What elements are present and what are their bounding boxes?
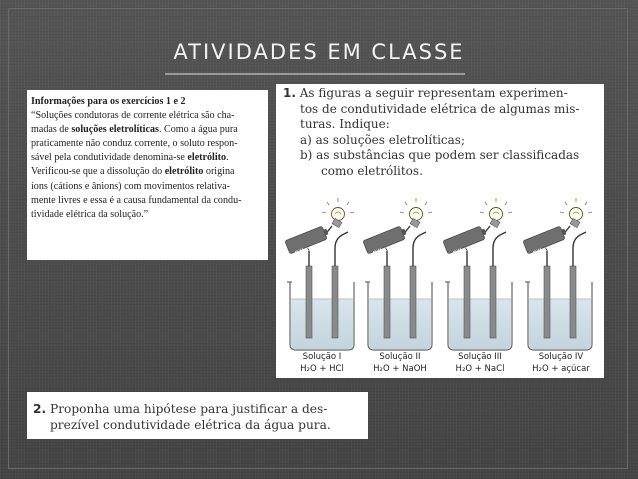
info-line: sável pela condutividade denomina-se eletrólito. <box>31 152 229 164</box>
question-1-line: a) as soluções eletrolíticas; <box>300 132 465 147</box>
question-1-line: turas. Indique: <box>300 117 390 131</box>
info-line: mente livres e essa é a causa fundamental da condu- <box>31 194 242 206</box>
slide-title: ATIVIDADES EM CLASSE <box>173 40 465 64</box>
info-line: “Soluções condutoras de corrente elétrica são cha- <box>31 110 235 122</box>
experiment-setup <box>285 198 354 350</box>
battery-label: Pilha <box>293 244 312 258</box>
solution-formula: H₂O + açúcar <box>532 364 590 374</box>
info-line: íons (cátions e ânions) com movimentos relativa- <box>31 180 231 192</box>
solution-formula: H₂O + HCl <box>300 364 344 374</box>
solution-formula: H₂O + NaCl <box>455 364 505 374</box>
info-line: praticamente não conduz corrente, o soluto respon- <box>31 138 238 150</box>
experiment-setup <box>363 198 432 350</box>
question-number: 2. <box>33 402 47 416</box>
question-1-line: como eletrólitos. <box>321 163 423 178</box>
info-line: Verificou-se que a dissolução do eletrólito origina <box>31 166 235 178</box>
question-2-line: prezível condutividade elétrica da água pura. <box>50 418 331 432</box>
solution-formula: H₂O + NaOH <box>373 364 427 374</box>
question-1-box <box>276 84 604 378</box>
solution-name: Solução IV <box>538 352 584 362</box>
battery-label: Pilha <box>531 244 550 258</box>
info-box <box>27 90 268 260</box>
conductivity-experiments-figure <box>276 84 604 378</box>
info-heading: Informações para os exercícios 1 e 2 <box>31 96 186 107</box>
solution-name: Solução I <box>302 352 342 362</box>
question-1-line: b) as substâncias que podem ser classificadas <box>300 148 580 162</box>
question-1-line: 1. As figuras a seguir representam experimen- <box>283 86 568 100</box>
info-line: madas de soluções eletrolíticas. Como a água pura <box>31 124 238 136</box>
battery-label: Pilha <box>451 244 470 258</box>
title-underline <box>165 73 465 75</box>
solution-name: Solução II <box>379 352 421 362</box>
question-2-box <box>27 392 368 439</box>
experiment-setup <box>523 198 592 350</box>
solution-name: Solução III <box>458 352 502 362</box>
question-number: 1. <box>283 86 296 100</box>
battery-label: Pilha <box>371 244 390 258</box>
question-2-line: 2. Proponha uma hipótese para justificar a des- <box>33 402 328 416</box>
experiment-setup <box>443 198 512 350</box>
question-1-line: tos de condutividade elétrica de algumas mis- <box>300 101 580 116</box>
info-line: tividade elétrica da solução.” <box>31 208 149 220</box>
